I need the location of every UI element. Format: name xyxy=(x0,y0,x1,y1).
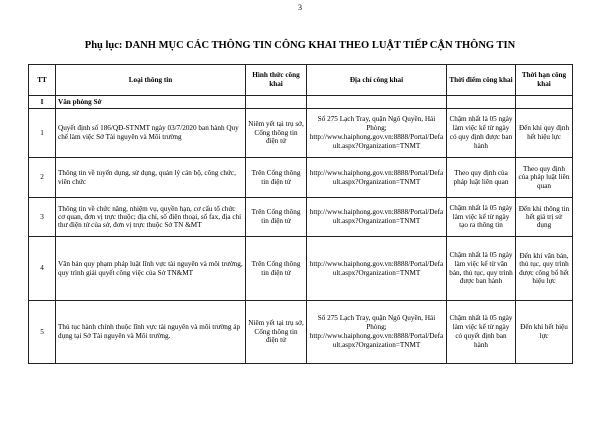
row-form: Trên Cổng thông tin điện tử xyxy=(246,237,307,301)
info-table xyxy=(28,64,573,364)
row-time: Theo quy định của pháp luật liên quan xyxy=(447,158,516,198)
header-row xyxy=(29,65,573,96)
row-address: Số 275 Lạch Tray, quận Ngô Quyền, Hải Phòng; http://www.haiphong.gov.vn:8888/Portal/Default.aspx?Organization=TNMT xyxy=(307,301,447,364)
row-duration: Đến khi thông tin hết giá trị sử dụng xyxy=(516,198,573,237)
row-type: Thủ tục hành chính thuộc lĩnh vực tài nguyên và môi trường áp dụng tại Sở Tài nguyên và Môi trường. xyxy=(56,301,246,364)
row-duration: Đến khi quy định hết hiệu lực xyxy=(516,109,573,158)
section-label: Văn phòng Sở xyxy=(56,96,246,109)
row-type: Văn bản quy phạm pháp luật lĩnh vực tài nguyên và môi trường, quy trình giải quyết công việc của Sở TN&MT xyxy=(56,237,246,301)
document-title: Phụ lục: DANH MỤC CÁC THÔNG TIN CÔNG KHAI THEO LUẬT TIẾP CẬN THÔNG TIN xyxy=(84,40,516,51)
section-cell xyxy=(516,96,573,109)
header-form: Hình thức công khai xyxy=(246,65,307,96)
row-tt: 2 xyxy=(29,158,56,198)
header-time: Thời điểm công khai xyxy=(447,65,516,96)
page-number: 3 xyxy=(298,3,302,12)
row-duration: Đến khi văn bản, thủ tục, quy trình được công bố hết hiệu lực xyxy=(516,237,573,301)
row-tt: 5 xyxy=(29,301,56,364)
table-row xyxy=(29,158,573,198)
row-tt: 1 xyxy=(29,109,56,158)
row-type: Quyết định số 186/QĐ-STNMT ngày 03/7/2020 ban hành Quy chế làm việc Sở Tài nguyên và Môi trường xyxy=(56,109,246,158)
row-form: Trên Cổng thông tin điện tử xyxy=(246,198,307,237)
row-form: Niêm yết tại trụ sở, Cổng thông tin điện tử xyxy=(246,301,307,364)
section-row xyxy=(29,96,573,109)
row-address: http://www.haiphong.gov.vn:8888/Portal/Default.aspx?Organization=TNMT xyxy=(307,158,447,198)
row-type: Thông tin về chức năng, nhiệm vụ, quyền hạn, cơ cấu tổ chức cơ quan, đơn vị trực thuộc; địa chỉ, số điện thoại, số fax, địa chỉ thư điện tử của sở, đơn vị trực thuộc Sở TN &MT xyxy=(56,198,246,237)
section-cell xyxy=(246,96,307,109)
row-tt: 3 xyxy=(29,198,56,237)
section-cell xyxy=(307,96,447,109)
row-address: http://www.haiphong.gov.vn:8888/Portal/Default.aspx?Organization=TNMT xyxy=(307,198,447,237)
row-duration: Theo quy định của pháp luật liên quan xyxy=(516,158,573,198)
row-tt: 4 xyxy=(29,237,56,301)
table-row xyxy=(29,237,573,301)
header-duration: Thời hạn công khai xyxy=(516,65,573,96)
header-tt: TT xyxy=(29,65,56,96)
row-time: Chậm nhất là 05 ngày làm việc kể từ ngày có quy định được ban hành xyxy=(447,109,516,158)
row-time: Chậm nhất là 05 ngày làm việc kể từ ngày có quyết định ban hành xyxy=(447,301,516,364)
header-address: Địa chỉ công khai xyxy=(307,65,447,96)
row-duration: Đến khi hết hiệu lực xyxy=(516,301,573,364)
row-address: http://www.haiphong.gov.vn:8888/Portal/Default.aspx?Organization=TNMT xyxy=(307,237,447,301)
row-type: Thông tin về tuyển dụng, sử dụng, quản lý cán bộ, công chức, viên chức xyxy=(56,158,246,198)
row-address: Số 275 Lạch Tray, quận Ngô Quyền, Hải Phòng; http://www.haiphong.gov.vn:8888/Portal/Default.aspx?Organization=TNMT xyxy=(307,109,447,158)
section-tt: I xyxy=(29,96,56,109)
table-row xyxy=(29,109,573,158)
row-form: Niêm yết tại trụ sở, Cổng thông tin điện tử xyxy=(246,109,307,158)
row-form: Trên Cổng thông tin điện tử xyxy=(246,158,307,198)
table-row xyxy=(29,198,573,237)
section-cell xyxy=(447,96,516,109)
row-time: Chậm nhất là 05 ngày làm việc kể từ văn bản, thủ tục, quy trình được ban hành xyxy=(447,237,516,301)
row-time: Chậm nhất là 05 ngày làm việc kể từ ngày tạo ra thông tin xyxy=(447,198,516,237)
table-row xyxy=(29,301,573,364)
header-type: Loại thông tin xyxy=(56,65,246,96)
